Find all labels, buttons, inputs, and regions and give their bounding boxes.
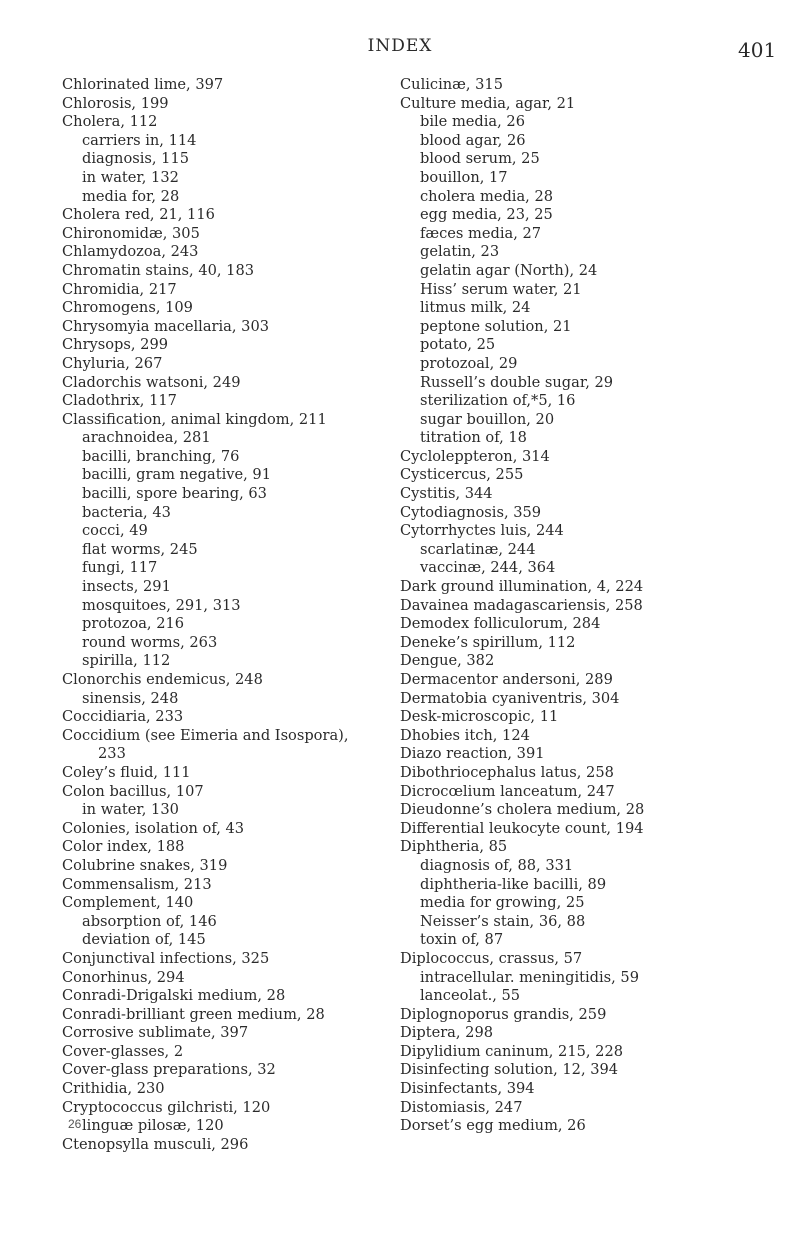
- index-entry: Chlamydozoa, 243: [62, 243, 199, 261]
- index-entry: Diplognoporus grandis, 259: [400, 1005, 607, 1023]
- index-entry: Dark ground illumination, 4, 224: [400, 578, 644, 596]
- index-subentry: litmus milk, 24: [420, 299, 531, 317]
- index-entry: Coccidium (see Eimeria and Isospora),: [62, 726, 349, 744]
- index-subentry: peptone solution, 21: [420, 317, 572, 335]
- index-entry: Commensalism, 213: [62, 875, 212, 893]
- index-subentry: toxin of, 87: [420, 931, 504, 949]
- index-subentry: protozoa, 216: [82, 615, 185, 633]
- index-entry: Disinfectants, 394: [400, 1080, 535, 1098]
- index-entry: Cryptococcus gilchristi, 120: [62, 1098, 271, 1116]
- index-entry: Colubrine snakes, 319: [62, 856, 228, 874]
- index-entry: Davainea madagascariensis, 258: [400, 596, 643, 614]
- index-entry: Colonies, isolation of, 43: [62, 819, 245, 837]
- index-entry: Conradi-brilliant green medium, 28: [62, 1005, 325, 1023]
- index-subentry: Hiss’ serum water, 21: [420, 280, 582, 298]
- index-subentry: cocci, 49: [82, 522, 148, 540]
- index-entry: Color index, 188: [62, 838, 185, 856]
- index-subentry: diagnosis of, 88, 331: [420, 856, 574, 874]
- index-entry: Chrysops, 299: [62, 336, 169, 354]
- index-entry: Clonorchis endemicus, 248: [62, 671, 263, 688]
- index-subentry: in water, 130: [82, 801, 179, 819]
- index-entry: Culture media, agar, 21: [400, 94, 576, 112]
- index-entry: Corrosive sublimate, 397: [62, 1024, 249, 1042]
- index-entry: Chyluria, 267: [62, 354, 163, 372]
- index-subentry: bacilli, gram negative, 91: [82, 466, 271, 484]
- index-entry: Diptera, 298: [400, 1024, 494, 1042]
- index-entry: Cytodiagnosis, 359: [400, 503, 542, 521]
- index-column-left: [62, 76, 397, 1154]
- index-entry: Diazo reaction, 391: [400, 745, 545, 763]
- index-entry: Chlorosis, 199: [62, 94, 169, 112]
- index-subentry: bile media, 26: [420, 113, 525, 131]
- index-subentry: titration of, 18: [420, 429, 527, 447]
- index-subentry: gelatin, 23: [420, 243, 500, 261]
- index-entry: Colon bacillus, 107: [62, 782, 204, 800]
- index-subentry: mosquitoes, 291, 313: [82, 596, 241, 614]
- index-entry: Cover-glasses, 2: [62, 1042, 184, 1060]
- index-entry: Dengue, 382: [400, 652, 495, 670]
- index-subentry: carriers in, 114: [82, 131, 197, 149]
- signature-mark: 26: [68, 1117, 82, 1131]
- index-subentry: scarlatinæ, 244: [420, 540, 536, 558]
- index-subentry: bacteria, 43: [82, 503, 171, 521]
- index-subentry: bouillon, 17: [420, 168, 508, 186]
- index-subentry: protozoal, 29: [420, 354, 518, 372]
- index-entry: Differential leukocyte count, 194: [400, 819, 644, 837]
- index-subentry: gelatin agar (North), 24: [420, 261, 598, 279]
- index-entry: Complement, 140: [62, 894, 194, 912]
- index-subentry: egg media, 23, 25: [420, 206, 553, 224]
- index-entry: Dibothriocephalus latus, 258: [400, 763, 614, 781]
- index-entry: Diphtheria, 85: [400, 838, 508, 856]
- index-subentry: Neisser’s stain, 36, 88: [420, 912, 586, 930]
- index-entry: Conorhinus, 294: [62, 968, 185, 986]
- index-entry: Diplococcus, crassus, 57: [400, 949, 583, 967]
- index-entry: Demodex folliculorum, 284: [400, 615, 601, 633]
- index-entry: Cladorchis watsoni, 249: [62, 373, 241, 391]
- index-subentry: Russell’s double sugar, 29: [420, 373, 614, 391]
- index-subentry: bacilli, branching, 76: [82, 447, 240, 465]
- index-subentry: lanceolat., 55: [420, 987, 521, 1005]
- index-entry: Conradi-Drigalski medium, 28: [62, 987, 286, 1005]
- index-subentry: arachnoidea, 281: [82, 429, 211, 447]
- index-entry: Dermacentor andersoni, 289: [400, 671, 613, 688]
- index-entry: Distomiasis, 247: [400, 1098, 523, 1116]
- index-subentry: in water, 132: [82, 168, 179, 186]
- index-entry: Chromatin stains, 40, 183: [62, 261, 255, 279]
- index-entry: Cytorrhyctes luis, 244: [400, 522, 564, 540]
- index-entry: Cystitis, 344: [400, 485, 493, 503]
- index-entry: Dorset’s egg medium, 26: [400, 1117, 586, 1135]
- index-entry: Chromogens, 109: [62, 299, 193, 317]
- index-entry: Chlorinated lime, 397: [62, 76, 224, 93]
- index-entry: Chironomidæ, 305: [62, 224, 200, 242]
- index-entry: Cover-glass preparations, 32: [62, 1061, 276, 1079]
- index-subentry: diphtheria-like bacilli, 89: [420, 875, 607, 893]
- index-entry: Disinfecting solution, 12, 394: [400, 1061, 619, 1079]
- index-subentry: potato, 25: [420, 336, 496, 354]
- index-entry: Dieudonne’s cholera medium, 28: [400, 801, 645, 819]
- index-subentry: sinensis, 248: [82, 689, 179, 707]
- index-subentry: diagnosis, 115: [82, 150, 190, 168]
- index-entry: Deneke’s spirillum, 112: [400, 633, 576, 651]
- index-subentry: intracellular. meningitidis, 59: [420, 968, 639, 986]
- index-subentry: sterilization of,*5, 16: [420, 392, 576, 410]
- index-subentry: absorption of, 146: [82, 912, 217, 930]
- index-entry: Cladothrix, 117: [62, 392, 177, 410]
- index-subentry: spirilla, 112: [82, 652, 171, 670]
- index-subentry: vaccinæ, 244, 364: [420, 559, 556, 577]
- index-subentry: linguæ pilosæ, 120: [82, 1117, 224, 1135]
- index-entry: Crithidia, 230: [62, 1080, 165, 1098]
- index-entry: Conjunctival infections, 325: [62, 949, 270, 967]
- running-title: INDEX: [367, 36, 433, 56]
- index-subentry: media for growing, 25: [420, 894, 585, 912]
- index-entry: Chrysomyia macellaria, 303: [62, 317, 270, 335]
- index-entry: Dipylidium caninum, 215, 228: [400, 1042, 624, 1060]
- index-entry: Coccidiaria, 233: [62, 708, 184, 726]
- index-subentry: flat worms, 245: [82, 540, 198, 558]
- index-subentry: sugar bouillon, 20: [420, 410, 555, 428]
- index-entry: Dicrocœlium lanceatum, 247: [400, 782, 615, 800]
- index-entry: Cholera red, 21, 116: [62, 206, 215, 224]
- index-subentry: fæces media, 27: [420, 224, 542, 242]
- index-entry: Dhobies itch, 124: [400, 726, 530, 744]
- index-subentry: insects, 291: [82, 578, 171, 596]
- index-subentry: round worms, 263: [82, 633, 218, 651]
- index-subentry: blood agar, 26: [420, 131, 526, 149]
- page-number: 401: [738, 38, 777, 62]
- index-subentry: cholera media, 28: [420, 187, 554, 205]
- index-entry: Cycloleppteron, 314: [400, 447, 550, 465]
- index-entry: Chromidia, 217: [62, 280, 177, 298]
- index-subentry: fungi, 117: [82, 559, 158, 577]
- index-subentry: media for, 28: [82, 187, 180, 205]
- index-subentry: blood serum, 25: [420, 150, 540, 168]
- index-column-right: [400, 76, 770, 1136]
- index-entry: Ctenopsylla musculi, 296: [62, 1135, 249, 1153]
- index-entry: Cholera, 112: [62, 113, 158, 131]
- index-entry: Coley’s fluid, 111: [62, 763, 191, 781]
- index-subentry: deviation of, 145: [82, 931, 206, 949]
- index-entry: Cysticercus, 255: [400, 466, 524, 484]
- index-subentry: bacilli, spore bearing, 63: [82, 485, 267, 503]
- index-entry: Desk-microscopic, 11: [400, 708, 559, 726]
- index-subentry: 233: [98, 745, 126, 763]
- index-entry: Dermatobia cyaniventris, 304: [400, 689, 620, 707]
- index-entry: Classification, animal kingdom, 211: [62, 410, 327, 428]
- index-entry: Culicinæ, 315: [400, 76, 503, 93]
